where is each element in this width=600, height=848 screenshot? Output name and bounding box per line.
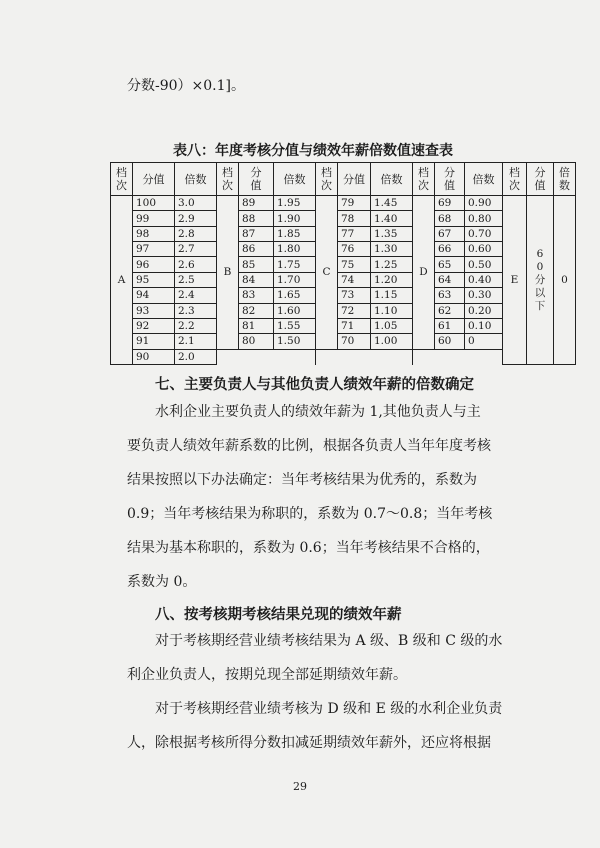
table-cell: 92 [133, 318, 175, 333]
table-cell: 89 [239, 196, 274, 211]
table-caption: 表八：年度考核分值与绩效年薪倍数值速查表 [173, 143, 453, 159]
table-cell: 90 [133, 349, 175, 364]
table-cell: 77 [338, 226, 371, 241]
table-cell: 60 [435, 334, 465, 349]
section8-p2-line: 人，除根据考核所得分数扣减延期绩效年薪外，还应将根据 [127, 735, 491, 751]
table-cell: 0.70 [465, 226, 503, 241]
table-cell: 1.60 [274, 303, 316, 318]
table-cell: 1.95 [274, 196, 316, 211]
table-cell: 1.45 [371, 196, 413, 211]
table-cell: 1.50 [274, 334, 316, 349]
table-cell: 98 [133, 226, 175, 241]
table-cell: 84 [239, 272, 274, 287]
table-cell: 73 [338, 288, 371, 303]
header-score: 分值 [239, 163, 274, 196]
header-grade: 档次 [503, 163, 527, 196]
table-header-row [111, 163, 576, 196]
table-cell: 1.25 [371, 257, 413, 272]
grade-label-a: A [111, 196, 133, 365]
table-cell: 0.90 [465, 196, 503, 211]
table-cell: 0 [465, 334, 503, 349]
section7-line: 水利企业主要负责人的绩效年薪为 1,其他负责人与主 [155, 404, 481, 420]
grade-multiplier-table [110, 162, 576, 365]
section8-heading: 八、按考核期考核结果兑现的绩效年薪 [155, 606, 402, 623]
table-cell: 1.40 [371, 211, 413, 226]
table-cell: 70 [338, 334, 371, 349]
table-cell: 2.8 [175, 226, 217, 241]
header-grade: 档次 [316, 163, 338, 196]
table-cell: 2.0 [175, 349, 217, 364]
table-row [111, 196, 576, 211]
grade-e-score: 60分以下 [527, 196, 554, 365]
section7-line: 0.9；当年考核结果为称职的，系数为 0.7～0.8；当年考核 [127, 506, 493, 522]
table-cell: 1.35 [371, 226, 413, 241]
table-cell: 0.30 [465, 288, 503, 303]
table-cell: 1.20 [371, 272, 413, 287]
table-cell: 68 [435, 211, 465, 226]
table-cell: 61 [435, 318, 465, 333]
header-grade: 档次 [413, 163, 435, 196]
grade-label-b: B [217, 196, 239, 350]
table-cell: 76 [338, 242, 371, 257]
table-cell: 1.10 [371, 303, 413, 318]
header-score: 分值 [435, 163, 465, 196]
table-cell: 93 [133, 303, 175, 318]
table-cell: 88 [239, 211, 274, 226]
table-cell: 83 [239, 288, 274, 303]
table-cell: 0.60 [465, 242, 503, 257]
grade-label-e: E [503, 196, 527, 365]
table-cell: 1.75 [274, 257, 316, 272]
table-cell: 79 [338, 196, 371, 211]
section7-line: 结果按照以下办法确定：当年考核结果为优秀的，系数为 [127, 472, 477, 488]
header-score: 分值 [133, 163, 175, 196]
table-cell: 2.2 [175, 318, 217, 333]
section7-line: 要负责人绩效年薪系数的比例，根据各负责人当年年度考核 [127, 438, 491, 454]
section7-line: 结果为基本称职的，系数为 0.6；当年考核结果不合格的， [127, 540, 490, 556]
table-cell: 86 [239, 242, 274, 257]
table-cell: 3.0 [175, 196, 217, 211]
table-cell: 64 [435, 272, 465, 287]
table-cell: 75 [338, 257, 371, 272]
table-cell: 85 [239, 257, 274, 272]
table-cell: 2.3 [175, 303, 217, 318]
table-cell: 1.05 [371, 318, 413, 333]
section8-p1-line: 利企业负责人，按期兑现全部延期绩效年薪。 [127, 667, 407, 683]
header-grade: 档次 [217, 163, 239, 196]
header-multiplier: 倍数 [371, 163, 413, 196]
table-cell: 1.55 [274, 318, 316, 333]
table-cell: 78 [338, 211, 371, 226]
table-cell: 100 [133, 196, 175, 211]
header-multiplier: 倍数 [554, 163, 576, 196]
table-cell: 97 [133, 242, 175, 257]
grade-label-d: D [413, 196, 435, 350]
table-cell: 1.85 [274, 226, 316, 241]
table-cell: 82 [239, 303, 274, 318]
table-cell: 2.7 [175, 242, 217, 257]
header-multiplier: 倍数 [274, 163, 316, 196]
table-cell: 71 [338, 318, 371, 333]
header-score: 分值 [338, 163, 371, 196]
table-cell: 80 [239, 334, 274, 349]
table-cell: 87 [239, 226, 274, 241]
table-cell: 0.10 [465, 318, 503, 333]
table-cell: 67 [435, 226, 465, 241]
table-cell: 95 [133, 272, 175, 287]
section7-line: 系数为 0。 [127, 574, 197, 590]
table-cell: 94 [133, 288, 175, 303]
table-cell: 72 [338, 303, 371, 318]
table-cell: 65 [435, 257, 465, 272]
section8-p1-line: 对于考核期经营业绩考核结果为 A 级、B 级和 C 级的水 [155, 633, 503, 649]
table-cell: 62 [435, 303, 465, 318]
table-cell: 1.00 [371, 334, 413, 349]
section7-heading: 七、主要负责人与其他负责人绩效年薪的倍数确定 [155, 376, 474, 393]
grade-e-multiplier: 0 [554, 196, 576, 365]
header-multiplier: 倍数 [465, 163, 503, 196]
table-cell: 2.5 [175, 272, 217, 287]
table-cell: 0.20 [465, 303, 503, 318]
header-multiplier: 倍数 [175, 163, 217, 196]
table-cell: 1.80 [274, 242, 316, 257]
table-cell: 1.65 [274, 288, 316, 303]
table-cell: 1.90 [274, 211, 316, 226]
page-number: 29 [293, 780, 307, 793]
header-score: 分值 [527, 163, 554, 196]
empty-cell [316, 349, 413, 364]
table-cell: 0.50 [465, 257, 503, 272]
table-cell: 0.80 [465, 211, 503, 226]
table-cell: 2.1 [175, 334, 217, 349]
table-cell: 2.6 [175, 257, 217, 272]
table-cell: 96 [133, 257, 175, 272]
table-cell: 63 [435, 288, 465, 303]
table-cell: 66 [435, 242, 465, 257]
empty-cell [413, 349, 503, 364]
table-cell: 74 [338, 272, 371, 287]
empty-cell [217, 349, 316, 364]
table-cell: 1.30 [371, 242, 413, 257]
table-cell: 91 [133, 334, 175, 349]
table-cell: 1.15 [371, 288, 413, 303]
intro-line: 分数-90）×0.1]。 [127, 78, 246, 94]
header-grade: 档次 [111, 163, 133, 196]
table-cell: 99 [133, 211, 175, 226]
grade-label-c: C [316, 196, 338, 350]
table-cell: 1.70 [274, 272, 316, 287]
table-cell: 69 [435, 196, 465, 211]
table-cell: 2.4 [175, 288, 217, 303]
table-cell: 81 [239, 318, 274, 333]
table-cell: 2.9 [175, 211, 217, 226]
section8-p2-line: 对于考核期经营业绩考核为 D 级和 E 级的水利企业负责 [155, 701, 503, 717]
table-cell: 0.40 [465, 272, 503, 287]
